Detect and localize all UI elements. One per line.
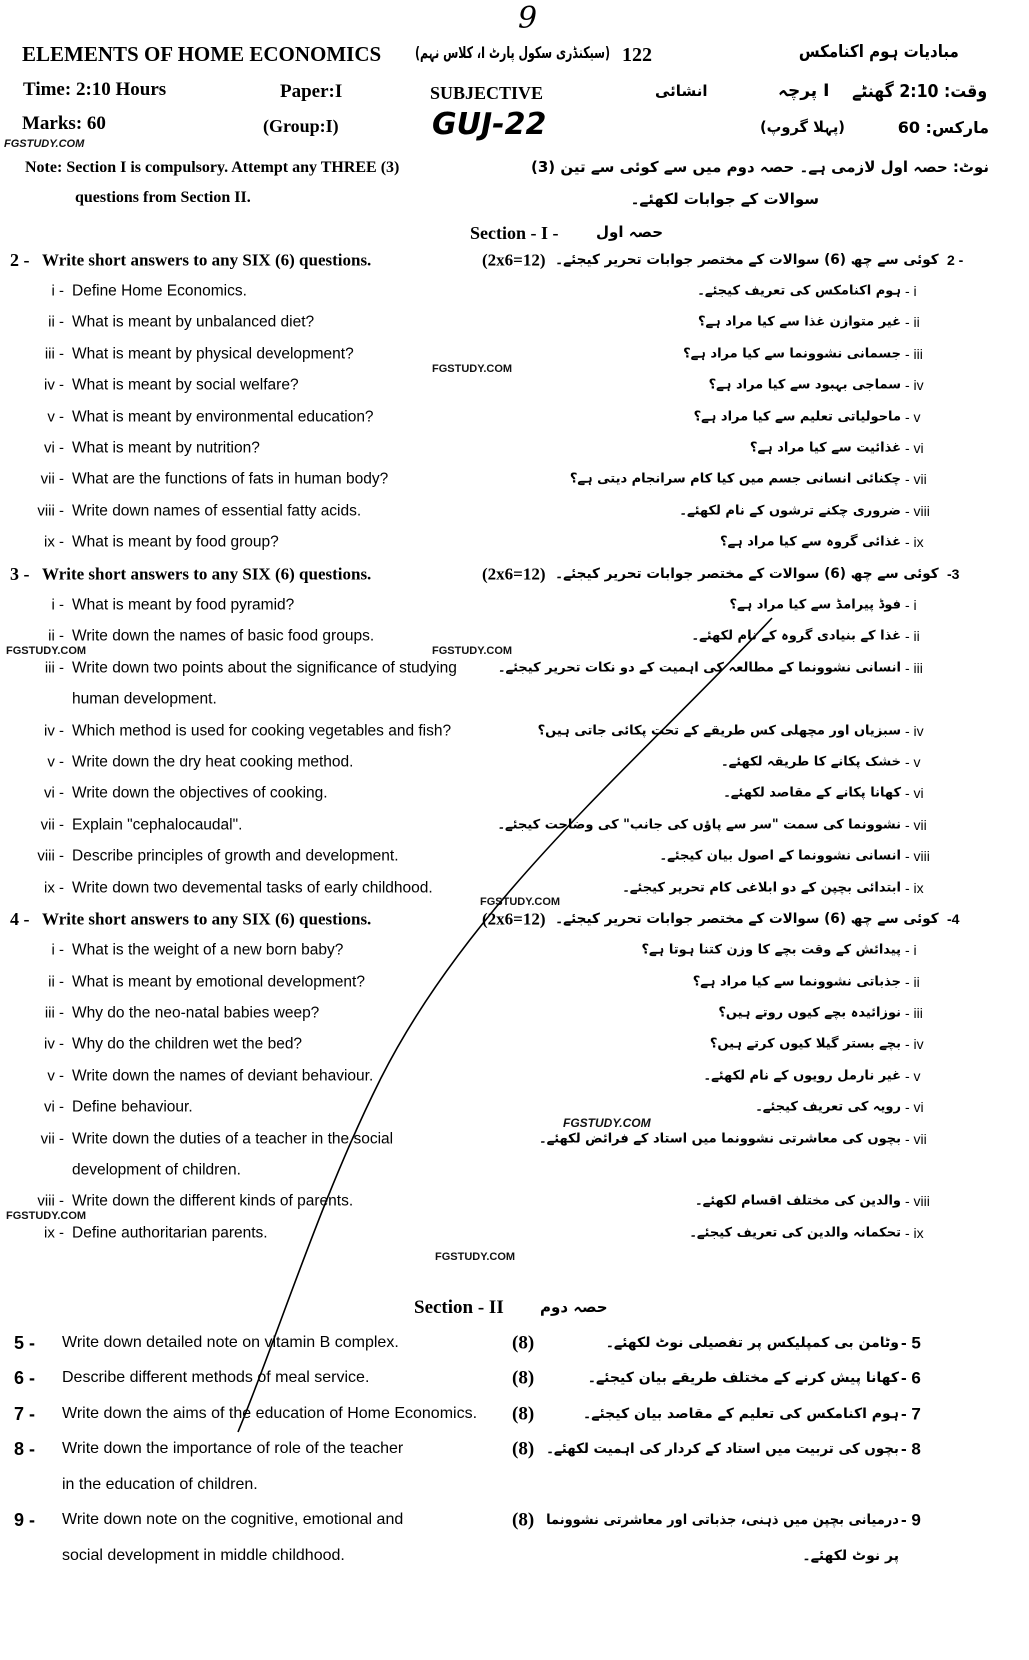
- question-text: What is meant by physical development?: [72, 345, 354, 363]
- question-text: Explain "cephalocaudal".: [72, 815, 243, 833]
- question-number: iii -: [44, 1004, 64, 1022]
- question-number-urdu: - v: [905, 1067, 921, 1084]
- question-number-urdu: - ix: [905, 879, 924, 896]
- question-text-urdu: پیدائش کے وقت بچے کا وزن کتنا ہوتا ہے؟: [641, 942, 901, 958]
- question-number-urdu: - ii: [905, 314, 920, 331]
- question-number-urdu: - iv: [905, 1036, 924, 1053]
- question-text-urdu: جسمانی نشوونما سے کیا مراد ہے؟: [683, 346, 901, 362]
- note-english-line-1: Note: Section I is compulsory. Attempt any THREE (3): [25, 159, 400, 176]
- subjective-urdu: انشائی: [655, 82, 708, 100]
- question-text: Write down the names of deviant behaviour.: [72, 1067, 374, 1085]
- question-text: development of children.: [72, 1161, 241, 1179]
- question-text-urdu: درمیانی بچپن میں ذہنی، جذباتی اور معاشرتی نشوونما: [546, 1512, 899, 1529]
- question-text: Write down two points about the significance of studying: [72, 659, 457, 677]
- question-number: viii -: [37, 502, 64, 520]
- question-number-urdu: - iii: [905, 345, 923, 362]
- question-text: Write down the aims of the education of Home Economics.: [62, 1404, 478, 1422]
- question-text: Write down two devemental tasks of early childhood.: [72, 878, 433, 896]
- title-urdu-class: (سیکنڈری سکول پارٹ I، کلاس نہم): [415, 43, 610, 62]
- question-text: Write short answers to any SIX (6) questions.: [42, 250, 372, 270]
- question-marks: (2x6=12): [482, 909, 546, 929]
- question-number: v -: [47, 753, 64, 771]
- question-text-urdu: بچوں کی معاشرتی نشوونما میں استاد کے فرائض لکھئے۔: [539, 1131, 901, 1147]
- marks-urdu: مارکس: 60: [897, 118, 989, 137]
- question-number-urdu: - iii: [905, 1005, 923, 1022]
- section-1-heading: Section - I -: [470, 223, 559, 243]
- question-text-urdu: کوئی سے چھ (6) سوالات کے مختصر جوابات تحریر کیجئے۔: [555, 910, 939, 927]
- question-text: Why do the children wet the bed?: [72, 1035, 303, 1053]
- question-text-urdu: غذائی گروہ سے کیا مراد ہے؟: [719, 534, 901, 550]
- question-number: 7 -: [14, 1403, 36, 1424]
- question-number: iv -: [44, 722, 64, 740]
- question-text-urdu: نشوونما کی سمت "سر سے پاؤں کی جانب" کی وضاحت کیجئے۔: [497, 817, 901, 833]
- question-number-urdu: - 8: [901, 1439, 921, 1459]
- question-number: 9 -: [14, 1510, 36, 1531]
- question-text-urdu: تحکمانہ والدین کی تعریف کیجئے۔: [689, 1225, 901, 1241]
- section-2-heading-urdu: حصہ دوم: [540, 1298, 608, 1316]
- question-number: ii -: [48, 627, 64, 645]
- question-text: Write down the names of basic food groups.: [72, 627, 375, 645]
- question-number-urdu: - 5: [901, 1333, 921, 1353]
- paper-urdu: I پرچہ: [778, 81, 830, 101]
- question-text-urdu: غذائیت سے کیا مراد ہے؟: [749, 440, 901, 456]
- question-text-urdu: انسانی نشوونما کے مطالعہ کی اہمیت کے دو نکات تحریر کیجئے۔: [497, 660, 901, 676]
- question-number-urdu: - i: [905, 942, 917, 959]
- question-number-urdu: - ii: [905, 973, 920, 990]
- section-1-heading-urdu: حصہ اول: [596, 223, 664, 241]
- question-text-urdu: فوڈ پیرامڈ سے کیا مراد ہے؟: [729, 597, 901, 613]
- watermark: FGSTUDY.COM: [432, 645, 513, 657]
- title-urdu: مبادیات ہوم اکنامکس: [799, 42, 959, 62]
- question-number: viii -: [37, 1192, 64, 1210]
- question-number-urdu: - viii: [905, 502, 930, 519]
- marks-english: Marks: 60: [22, 113, 106, 134]
- question-text: What is meant by environmental education?: [72, 407, 374, 425]
- question-text-urdu: خشک پکانے کا طریقہ لکھئے۔: [720, 754, 901, 770]
- title-english: ELEMENTS OF HOME ECONOMICS: [22, 42, 382, 66]
- question-number-urdu: - iv: [905, 377, 924, 394]
- question-text-urdu: رویہ کی تعریف کیجئے۔: [755, 1099, 901, 1115]
- question-text-urdu: چکنائی انسانی جسم میں کیا کام سرانجام دیتی ہے؟: [569, 471, 901, 487]
- question-number: 3 -: [10, 563, 30, 584]
- group-english: (Group:I): [263, 116, 339, 136]
- question-marks: (8): [512, 1403, 535, 1425]
- question-text-urdu: وٹامن بی کمپلیکس پر تفصیلی نوٹ لکھئے۔: [605, 1334, 899, 1351]
- question-number-urdu: - viii: [905, 1193, 930, 1210]
- question-number: 4 -: [10, 908, 30, 929]
- question-text: Define authoritarian parents.: [72, 1224, 268, 1242]
- question-text-urdu: والدین کی مختلف اقسام لکھئے۔: [694, 1193, 901, 1209]
- question-number-urdu: - v: [905, 408, 921, 425]
- question-text-urdu: بچوں کی تربیت میں استاد کے کردار کی اہمیت لکھئے۔: [546, 1441, 899, 1458]
- question-marks: (2x6=12): [482, 564, 546, 584]
- question-number: 5 -: [14, 1332, 36, 1353]
- question-number: vii -: [40, 816, 64, 834]
- question-text: Write short answers to any SIX (6) questions.: [42, 564, 372, 584]
- question-text: What is meant by food pyramid?: [72, 596, 295, 614]
- question-number: vi -: [44, 439, 64, 457]
- question-text-urdu: ضروری چکنے ترشوں کے نام لکھئے۔: [679, 503, 901, 519]
- question-text-urdu: نوزائیدہ بچے کیوں روتے ہیں؟: [718, 1005, 901, 1021]
- question-number: v -: [47, 1067, 64, 1085]
- question-text: human development.: [72, 690, 217, 708]
- question-number-urdu: - v: [905, 753, 921, 770]
- question-text-urdu: سبزیاں اور مچھلی کس طریقے کے تحت پکائی جاتی ہیں؟: [537, 723, 901, 739]
- watermark: FGSTUDY.COM: [4, 138, 85, 150]
- question-text: Describe different methods of meal service.: [62, 1369, 370, 1387]
- question-marks: (8): [512, 1332, 535, 1354]
- question-text: Write down the duties of a teacher in the social: [72, 1129, 394, 1147]
- watermark: FGSTUDY.COM: [6, 1210, 87, 1222]
- question-text-urdu: بچے بستر گیلا کیوں کرتے ہیں؟: [709, 1036, 901, 1052]
- question-number-urdu: - i: [905, 596, 917, 613]
- question-number: vii -: [40, 1130, 64, 1148]
- question-number: vi -: [44, 784, 64, 802]
- question-text: Define Home Economics.: [72, 282, 247, 300]
- question-number: ii -: [48, 313, 64, 331]
- paper-code: 122: [622, 44, 652, 66]
- question-number: ii -: [48, 973, 64, 991]
- handwritten-page-number: 9: [518, 1, 538, 36]
- question-text-urdu: غذا کے بنیادی گروہ کے نام لکھئے۔: [691, 628, 901, 644]
- question-number: 8 -: [14, 1439, 36, 1460]
- question-text: Define behaviour.: [72, 1098, 193, 1116]
- time-urdu: وقت: 2:10 گھنٹے: [852, 81, 987, 102]
- question-text: social development in middle childhood.: [62, 1546, 345, 1564]
- question-text-urdu: سماجی بہبود سے کیا مراد ہے؟: [708, 377, 901, 393]
- question-text: Which method is used for cooking vegetables and fish?: [72, 721, 452, 739]
- question-text: What is meant by food group?: [72, 533, 279, 551]
- question-number-urdu: - vii: [905, 816, 927, 833]
- question-text-urdu: غیر نارمل رویوں کے نام لکھئے۔: [703, 1068, 901, 1084]
- question-text: Write down note on the cognitive, emotional and: [62, 1511, 404, 1529]
- question-text: Write short answers to any SIX (6) questions.: [42, 909, 372, 929]
- question-number-urdu: - iii: [905, 659, 923, 676]
- question-text-urdu: کوئی سے چھ (6) سوالات کے مختصر جوابات تحریر کیجئے۔: [555, 251, 939, 268]
- question-text: What are the functions of fats in human body?: [72, 470, 389, 488]
- question-number: iii -: [44, 659, 64, 677]
- question-marks: (8): [512, 1438, 535, 1460]
- watermark: FGSTUDY.COM: [480, 896, 561, 908]
- question-text: Write down the importance of role of the teacher: [62, 1440, 404, 1458]
- question-number: viii -: [37, 847, 64, 865]
- question-number-urdu: - vii: [905, 1130, 927, 1147]
- question-number: iv -: [44, 376, 64, 394]
- subjective-english: SUBJECTIVE: [430, 83, 544, 103]
- question-number: ix -: [44, 533, 64, 551]
- question-text-urdu: ابتدائی بچپن کے دو ابلاغی کام تحریر کیجئے۔: [622, 880, 901, 895]
- question-text-urdu: پر نوٹ لکھئے۔: [802, 1547, 899, 1564]
- question-number-urdu: - vii: [905, 471, 927, 488]
- question-number-urdu: - 6: [901, 1368, 921, 1388]
- section-2-heading: Section - II: [414, 1297, 504, 1318]
- question-number-urdu: - ii: [905, 628, 920, 645]
- question-text: What is the weight of a new born baby?: [72, 941, 344, 959]
- time-english: Time: 2:10 Hours: [23, 79, 167, 100]
- watermark: FGSTUDY.COM: [6, 645, 87, 657]
- question-marks: (2x6=12): [482, 250, 546, 270]
- group-urdu: (پہلا گروپ): [760, 118, 845, 136]
- question-number-urdu: - ix: [905, 534, 924, 551]
- question-number: iv -: [44, 1035, 64, 1053]
- question-text-urdu: انسانی نشوونما کے اصول بیان کیجئے۔: [659, 848, 901, 864]
- question-text-urdu: غیر متوازن غذا سے کیا مراد ہے؟: [697, 314, 901, 330]
- question-number-urdu: - viii: [905, 848, 930, 865]
- note-english-line-2: questions from Section II.: [75, 189, 251, 206]
- question-number: i -: [51, 941, 64, 959]
- question-text: Why do the neo-natal babies weep?: [72, 1004, 320, 1022]
- paper-english: Paper:I: [280, 81, 343, 102]
- question-number-urdu: - i: [905, 283, 917, 300]
- question-text: Write down the dry heat cooking method.: [72, 753, 354, 771]
- question-marks: (8): [512, 1509, 535, 1531]
- question-number: i -: [51, 282, 64, 300]
- watermark: FGSTUDY.COM: [435, 1251, 516, 1263]
- question-text-urdu: کھانا پیش کرنے کے مختلف طریقے بیان کیجئے۔: [587, 1370, 899, 1387]
- note-urdu-line-1: نوٹ: حصہ اول لازمی ہے۔ حصہ دوم میں سے کوئی سے تین (3): [531, 158, 989, 176]
- watermark: FGSTUDY.COM: [432, 363, 513, 375]
- question-text-urdu: کھانا پکانے کے مقاصد لکھئے۔: [723, 785, 901, 801]
- question-text: in the education of children.: [62, 1475, 258, 1493]
- question-text: What is meant by emotional development?: [72, 972, 365, 990]
- question-number-urdu: - ix: [905, 1224, 924, 1241]
- question-text: Write down the different kinds of parents.: [72, 1192, 354, 1210]
- question-marks: (8): [512, 1367, 535, 1389]
- question-number-urdu: - vi: [905, 785, 924, 802]
- question-text: Write down detailed note on vitamin B complex.: [62, 1333, 399, 1351]
- question-text: Describe principles of growth and development.: [72, 847, 399, 865]
- question-text-urdu: ہوم اکنامکس کی تعریف کیجئے۔: [697, 283, 901, 299]
- question-number: ix -: [44, 879, 64, 896]
- question-number: i -: [51, 596, 64, 614]
- question-number: 2 -: [10, 249, 30, 270]
- question-text-urdu: ہوم اکنامکس کی تعلیم کے مقاصد بیان کیجئے۔: [583, 1405, 899, 1422]
- question-text: What is meant by nutrition?: [72, 439, 260, 457]
- question-text: Write down the objectives of cooking.: [72, 784, 328, 802]
- watermark: FGSTUDY.COM: [563, 1116, 651, 1130]
- question-number: ix -: [44, 1224, 64, 1242]
- question-number: 6 -: [14, 1368, 36, 1389]
- question-text-urdu: کوئی سے چھ (6) سوالات کے مختصر جوابات تحریر کیجئے۔: [555, 565, 939, 582]
- question-text-urdu: جذباتی نشوونما سے کیا مراد ہے؟: [692, 974, 901, 990]
- question-number: vi -: [44, 1098, 64, 1116]
- question-text: Write down names of essential fatty acids.: [72, 502, 362, 520]
- question-number: v -: [47, 408, 64, 426]
- question-number-urdu: - vi: [905, 1099, 924, 1116]
- question-number-urdu: 2 -: [947, 251, 964, 268]
- question-number-urdu: - vi: [905, 440, 924, 457]
- question-text-urdu: ماحولیاتی تعلیم سے کیا مراد ہے؟: [693, 409, 901, 425]
- handwritten-code: GUJ-22: [432, 107, 547, 142]
- question-number: vii -: [40, 470, 64, 488]
- question-text: What is meant by social welfare?: [72, 376, 299, 394]
- question-number: iii -: [44, 345, 64, 363]
- question-number-urdu: - 7: [901, 1404, 921, 1424]
- question-number-urdu: - iv: [905, 722, 924, 739]
- note-urdu-line-2: سوالات کے جوابات لکھئے۔: [630, 190, 819, 208]
- question-text: What is meant by unbalanced diet?: [72, 313, 315, 331]
- question-number-urdu: -3: [947, 565, 960, 582]
- question-number-urdu: -4: [947, 910, 960, 927]
- question-number-urdu: - 9: [901, 1510, 921, 1530]
